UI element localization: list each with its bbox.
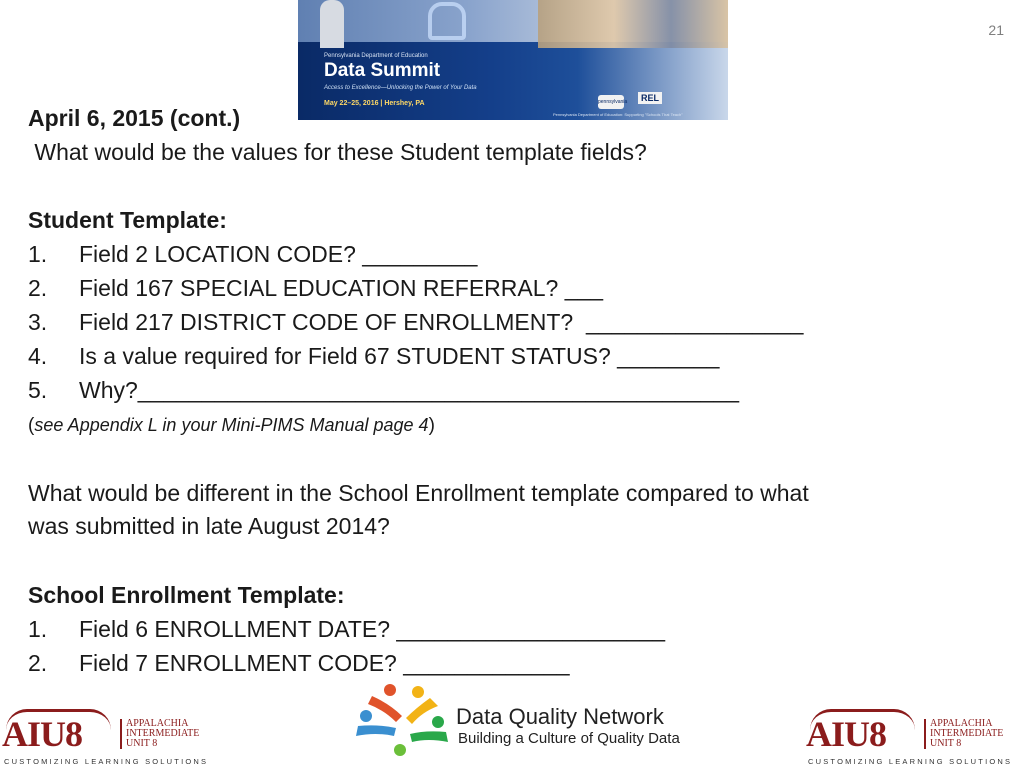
lock-icon	[428, 2, 466, 40]
question-line-1: What would be different in the School Enrollment template compared to what	[28, 480, 809, 506]
student-item-why: Why?_______________________________________________	[79, 377, 739, 403]
student-item-number: 1.	[28, 241, 48, 267]
dqn-title: Data Quality Network	[456, 704, 664, 729]
aiu8-line2: INTERMEDIATE	[930, 728, 1004, 739]
student-item-special-ed-referral: Field 167 SPECIAL EDUCATION REFERRAL? ___	[79, 275, 604, 301]
school-template-title: School Enrollment Template:	[28, 582, 345, 608]
aiu8-tagline: CUSTOMIZING LEARNING SOLUTIONS	[4, 757, 209, 766]
banner-dates: May 22–25, 2016 | Hershey, PA	[324, 100, 425, 107]
student-item-number: 3.	[28, 309, 48, 335]
aiu8-mark: AIU8	[2, 714, 83, 754]
school-item-number: 2.	[28, 650, 48, 676]
rel-logo: REL	[638, 92, 662, 104]
school-item-enrollment-date: Field 6 ENROLLMENT DATE? _____________________	[79, 616, 666, 642]
note-open-paren: (	[28, 415, 35, 436]
student-item-number: 5.	[28, 377, 48, 403]
data-summit-banner	[298, 0, 728, 120]
student-item-district-code: Field 217 DISTRICT CODE OF ENROLLMENT? _________________	[79, 309, 804, 335]
pennsylvania-logo: pennsylvania	[598, 95, 624, 109]
slide-subheading: What would be the values for these Student template fields?	[28, 139, 647, 165]
aiu8-mark: AIU8	[806, 714, 887, 754]
school-item-enrollment-code: Field 7 ENROLLMENT CODE? _____________	[79, 650, 570, 676]
banner-tagline: Access to Excellence—Unlocking the Power of Your Data	[324, 85, 477, 91]
slide-heading: April 6, 2015 (cont.)	[28, 105, 241, 131]
aiu8-names	[924, 719, 1003, 749]
student-template-title: Student Template:	[28, 207, 227, 233]
student-item-number: 2.	[28, 275, 48, 301]
school-item-number: 1.	[28, 616, 48, 642]
aiu8-line2: INTERMEDIATE	[126, 728, 200, 739]
student-item-location-code: Field 2 LOCATION CODE? _________	[79, 241, 478, 267]
banner-department: Pennsylvania Department of Education	[324, 53, 428, 59]
aiu8-line3: UNIT 8	[126, 738, 158, 749]
student-item-number: 4.	[28, 343, 48, 369]
slide-number: 21	[988, 22, 1004, 38]
note-text: see Appendix L in your Mini-PIMS Manual page 4	[34, 415, 429, 435]
banner-footer: Pennsylvania Department of Education: Supporting "Schools That Teach"	[553, 112, 683, 117]
note-close-paren: )	[428, 415, 435, 436]
dqn-people-icon	[352, 682, 452, 762]
aiu8-line1: APPALACHIA	[930, 718, 993, 729]
students-photo	[538, 0, 728, 48]
aiu8-names	[120, 719, 199, 749]
aiu8-line3: UNIT 8	[930, 738, 962, 749]
appendix-note	[28, 412, 435, 439]
question-line-2: was submitted in late August 2014?	[28, 513, 390, 539]
data-quality-network-logo	[352, 682, 712, 762]
aiu8-logo-right	[806, 709, 1020, 767]
aiu8-line1: APPALACHIA	[126, 718, 189, 729]
dqn-subtitle: Building a Culture of Quality Data	[458, 730, 680, 747]
banner-title: Data Summit	[324, 60, 441, 81]
capitol-tower-icon	[320, 0, 344, 48]
aiu8-logo-left	[2, 709, 216, 767]
aiu8-tagline: CUSTOMIZING LEARNING SOLUTIONS	[808, 757, 1013, 766]
student-item-student-status: Is a value required for Field 67 STUDENT STATUS? ________	[79, 343, 720, 369]
